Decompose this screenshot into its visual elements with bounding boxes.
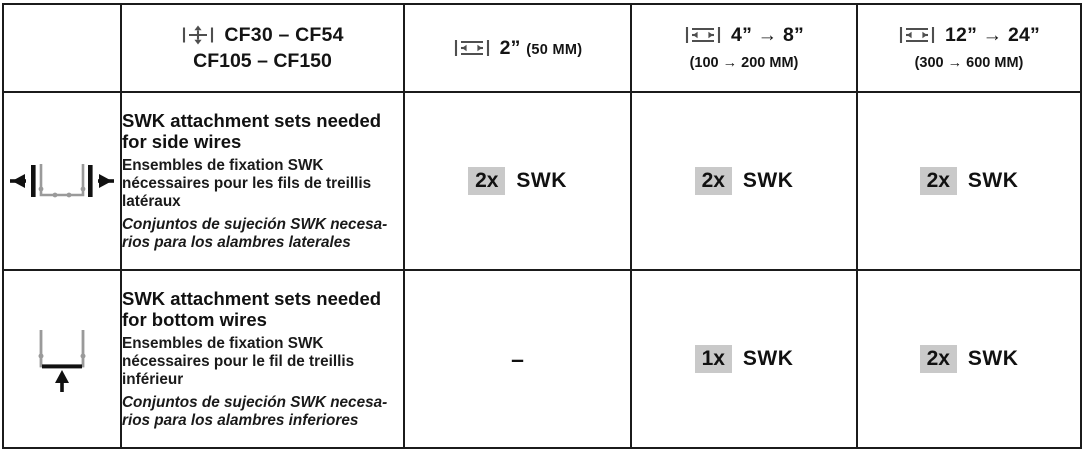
- spec-table-sheet: [0, 3, 1083, 449]
- header-cell-size-12-24in: [857, 4, 1081, 92]
- horizontal-spacing-icon: [898, 23, 936, 47]
- header-cell-size-2in: [404, 4, 631, 92]
- value-cell-bottom-wires-4-8in: [631, 270, 857, 448]
- horizontal-spacing-icon: [453, 36, 491, 60]
- row-icon-cell-bottom-wires: [3, 270, 121, 448]
- row-icon-cell-side-wires: [3, 92, 121, 270]
- value-cell-bottom-wires-2in: [404, 270, 631, 448]
- table-header-row: [3, 4, 1081, 92]
- value-label: SWK: [516, 169, 567, 192]
- row-description-cell-bottom-wires: [121, 270, 404, 448]
- header-cell-cf-models: [121, 4, 404, 92]
- header-cell-blank: [3, 4, 121, 92]
- header-label-size-4-8in-line1: 4” → 8”: [731, 23, 804, 46]
- value-label: –: [511, 345, 524, 372]
- quantity-badge: 2x: [468, 167, 505, 195]
- description-english: SWK attachment sets needed for bottom wires: [122, 288, 382, 331]
- header-label-cf-line2: CF105 – CF150: [193, 50, 332, 72]
- header-cell-size-4-8in: [631, 4, 857, 92]
- row-description-cell-side-wires: [121, 92, 404, 270]
- value-cell-side-wires-4-8in: [631, 92, 857, 270]
- header-label-size-12-24in-line1: 12” → 24”: [944, 23, 1040, 46]
- description-french: Ensembles de fixation SWK nécessaires pour le fil de treillis inférieur: [122, 335, 355, 389]
- value-label: SWK: [742, 347, 794, 370]
- value-label: SWK: [742, 169, 794, 192]
- description-french: Ensembles de fixation SWK nécessaires pour les fils de treillis latéraux: [122, 157, 372, 211]
- quantity-badge: 2x: [920, 167, 957, 195]
- value-label: SWK: [967, 347, 1019, 370]
- quantity-badge: 2x: [695, 167, 732, 195]
- table-row: [3, 92, 1081, 270]
- bottom-wire-arrow-icon: [9, 322, 115, 396]
- value-cell-side-wires-2in: [404, 92, 631, 270]
- value-cell-side-wires-12-24in: [857, 92, 1081, 270]
- vertical-spacing-icon: [181, 23, 215, 47]
- header-label-size-12-24in-line2: (300 → 600 MM): [914, 55, 1024, 71]
- table-row: [3, 270, 1081, 448]
- horizontal-spacing-icon: [684, 23, 722, 47]
- value-cell-bottom-wires-12-24in: [857, 270, 1081, 448]
- quantity-badge: 2x: [920, 345, 957, 373]
- header-label-size-4-8in-line2: (100 → 200 MM): [689, 55, 799, 71]
- header-label-cf-line1: CF30 – CF54: [224, 23, 344, 46]
- description-spanish: Conjuntos de sujeción SWK necesa-rios para los alambres laterales: [122, 216, 388, 251]
- swk-attachment-sets-table: [2, 3, 1082, 449]
- quantity-badge: 1x: [695, 345, 732, 373]
- header-label-size-2in: 2” (50 MM): [499, 36, 583, 59]
- value-label: SWK: [967, 169, 1019, 192]
- side-wires-arrows-icon: [9, 151, 115, 211]
- description-spanish: Conjuntos de sujeción SWK necesa-rios para los alambres inferiores: [122, 394, 388, 429]
- description-english: SWK attachment sets needed for side wires: [122, 110, 382, 153]
